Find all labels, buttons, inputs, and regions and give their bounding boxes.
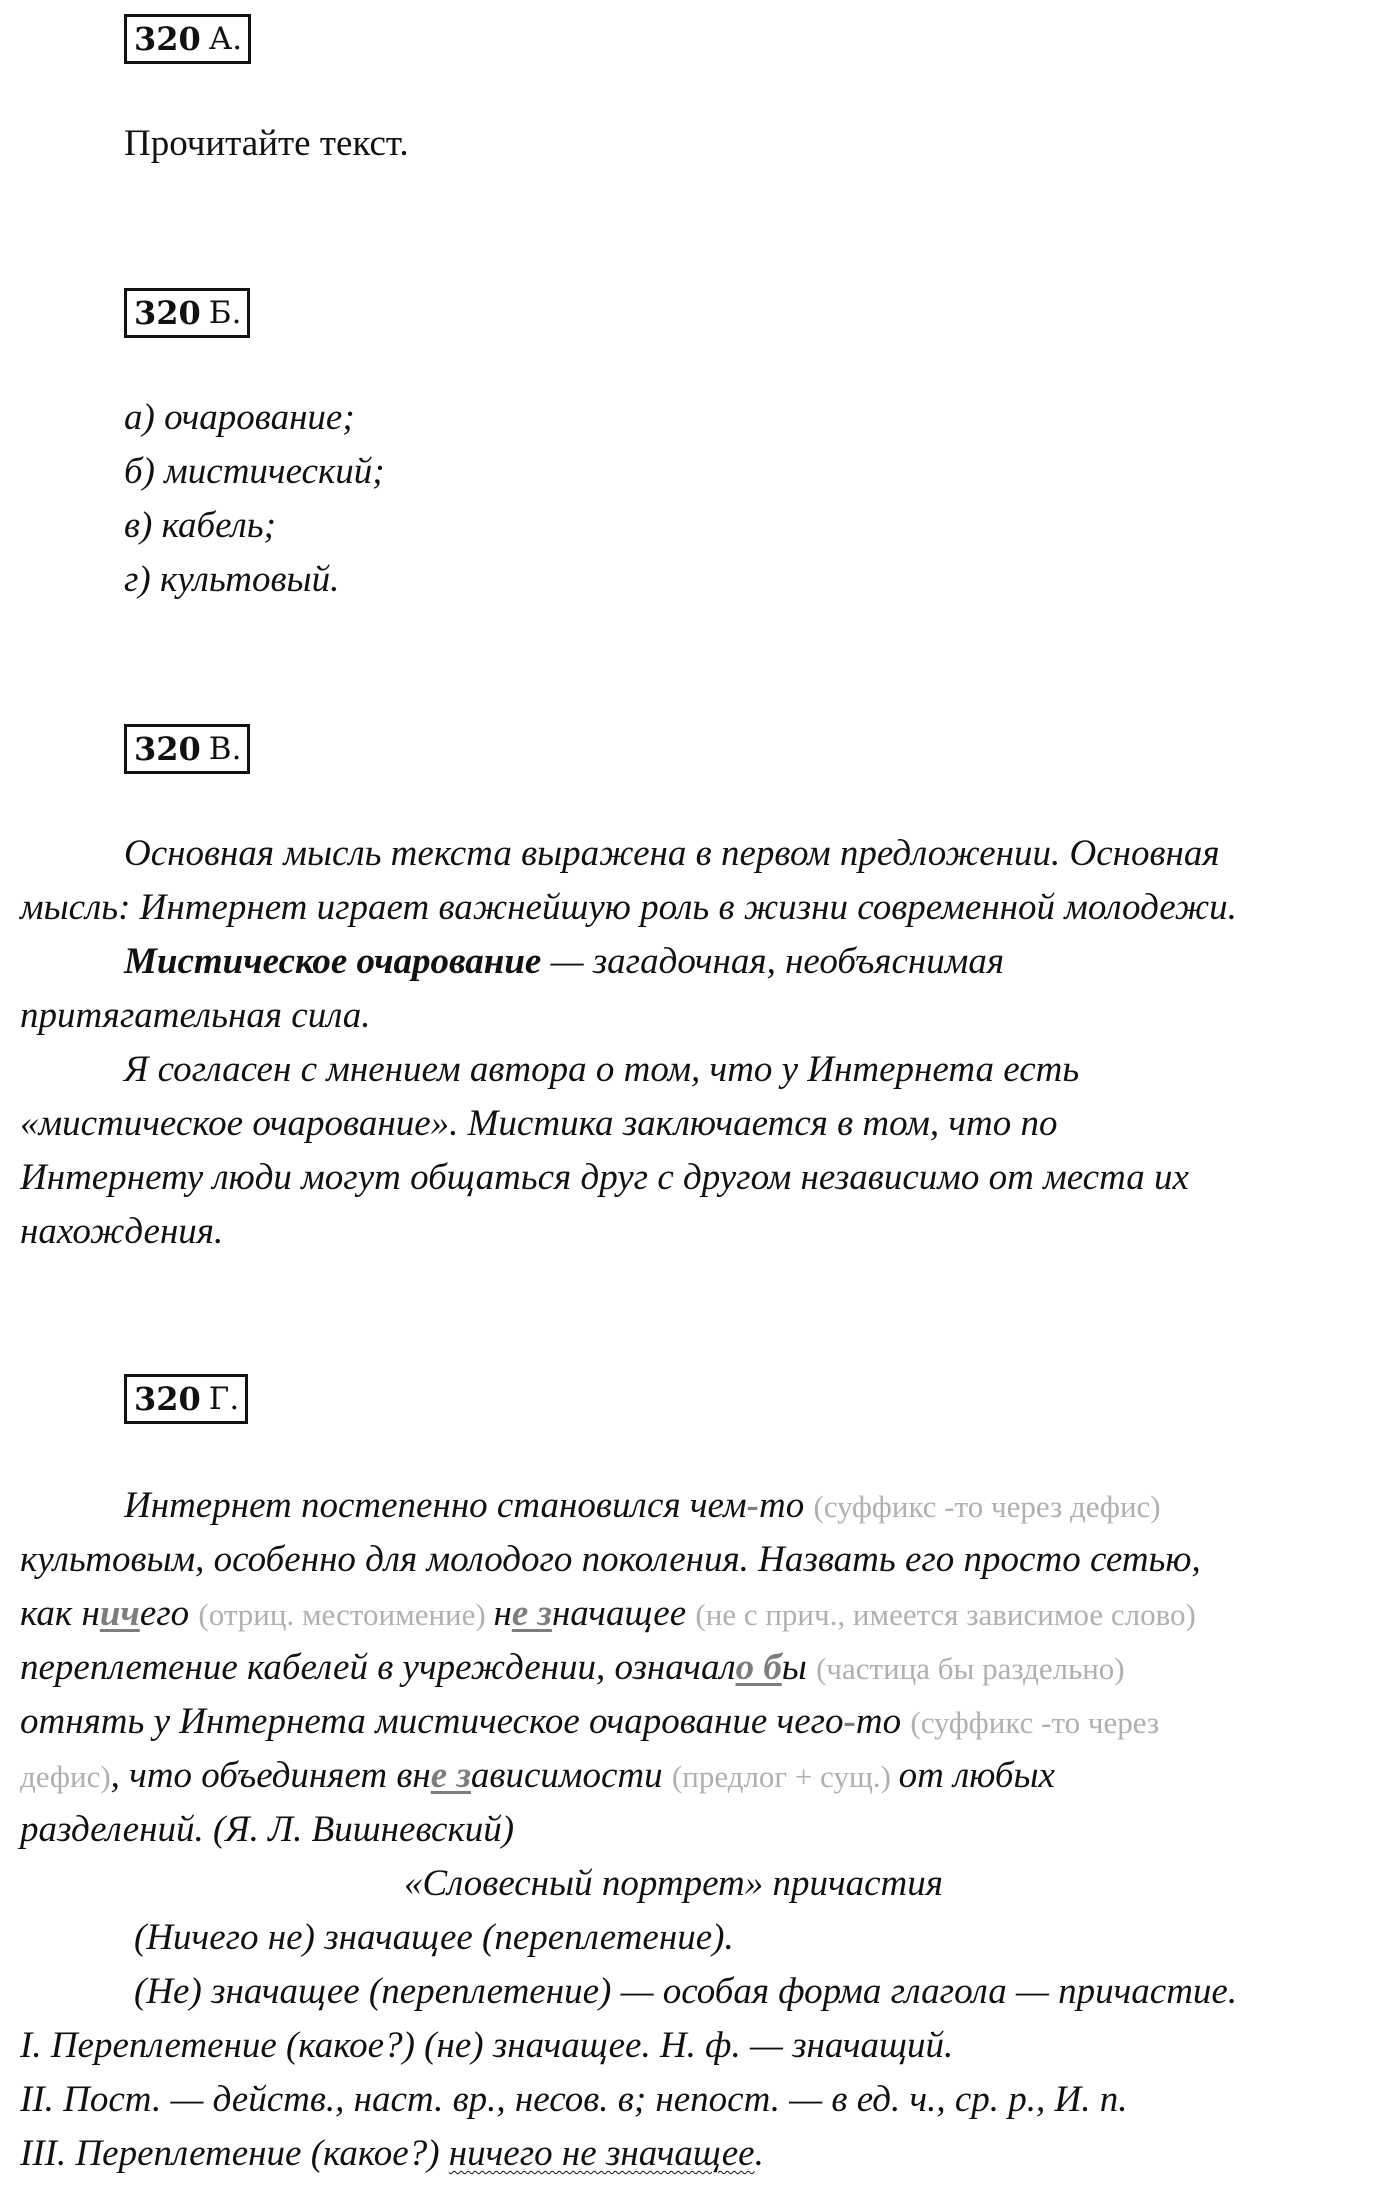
paragraph-line: мысль: Интернет играет важнейшую роль в жизни современной молодежи. <box>20 887 1237 928</box>
text-fragment: то <box>759 1485 814 1526</box>
grammar-note: дефис) <box>20 1759 111 1794</box>
exercise-header-v <box>124 724 250 774</box>
spelling-highlight: ич <box>99 1593 140 1634</box>
grammar-note: (отриц. местоимение) <box>198 1597 494 1632</box>
exercise-number-box <box>124 1374 248 1424</box>
exercise-header-b <box>124 288 250 338</box>
spelling-highlight: е з <box>511 1593 552 1634</box>
exercise-number: 320 <box>134 730 201 768</box>
exercise-header-g <box>124 1374 248 1424</box>
text-fragment: переплетение кабелей в учреждении, означал <box>20 1647 736 1688</box>
list-item: в) кабель; <box>124 505 276 546</box>
text-fragment: ависимости <box>470 1755 672 1796</box>
exercise-letter: Г. <box>208 1381 240 1417</box>
text-fragment: III. Переплетение (какое?) <box>20 2133 449 2174</box>
exercise-number: 320 <box>134 294 201 332</box>
text-line <box>20 1592 1196 1635</box>
exercise-number-box <box>124 724 250 774</box>
text-fragment: начащее <box>551 1593 696 1634</box>
text-fragment: н <box>493 1593 512 1634</box>
exercise-number-box <box>124 288 250 338</box>
grammar-note: (предлог + сущ.) <box>671 1759 899 1794</box>
analysis-line: I. Переплетение (какое?) (не) значащее. Н. ф. — значащий. <box>20 2025 954 2066</box>
text-line <box>20 1754 1055 1797</box>
text-line: (Ничего не) значащее (переплетение). <box>134 1917 734 1958</box>
term: Мистическое очарование <box>124 941 542 982</box>
text-fragment: отнять у Интернета мистическое очарование чего <box>20 1701 844 1742</box>
paragraph-line: Интернету люди могут общаться друг с другом независимо от места их <box>20 1157 1189 1198</box>
text-fragment: то <box>855 1701 911 1742</box>
instruction-text: Прочитайте текст. <box>124 123 409 164</box>
grammar-note: (суффикс -то через <box>910 1705 1160 1740</box>
paragraph-line: Я согласен с мнением автора о том, что у Интернета есть <box>124 1049 1080 1090</box>
text-line <box>20 1700 1159 1743</box>
grammar-note: (суффикс -то через дефис) <box>813 1489 1161 1524</box>
spelling-highlight: е з <box>430 1755 471 1796</box>
text-fragment: от любых <box>898 1755 1055 1796</box>
definition-line <box>124 940 1004 983</box>
list-item: б) мистический; <box>124 451 385 492</box>
centered-heading: «Словесный портрет» причастия <box>404 1863 943 1904</box>
text-line: (Не) значащее (переплетение) — особая форма глагола — причастие. <box>134 1971 1238 2012</box>
text-line <box>124 1484 1161 1527</box>
text-fragment: как н <box>20 1593 100 1634</box>
text-fragment: его <box>139 1593 199 1634</box>
definition-text: — загадочная, необъяснимая <box>541 941 1005 982</box>
analysis-line: II. Пост. — действ., наст. вр., несов. в; непост. — в ед. ч., ср. р., И. п. <box>20 2079 1128 2120</box>
paragraph-line: Основная мысль текста выражена в первом предложении. Основная <box>124 833 1220 874</box>
text-line: культовым, особенно для молодого поколения. Назвать его просто сетью, <box>20 1539 1201 1580</box>
wavy-underlined-phrase: ничего не значащее <box>448 2133 755 2174</box>
analysis-line <box>20 2132 764 2175</box>
text-fragment: . <box>754 2133 764 2174</box>
exercise-number: 320 <box>134 20 201 58</box>
grammar-note: (не с прич., имеется зависимое слово) <box>695 1597 1196 1632</box>
list-item: а) очарование; <box>124 397 355 438</box>
list-item: г) культовый. <box>124 559 340 600</box>
text-fragment: , что объединяет вн <box>110 1755 431 1796</box>
exercise-number-box <box>124 14 251 64</box>
exercise-letter: Б. <box>208 295 242 331</box>
paragraph-line: притягательная сила. <box>20 995 371 1036</box>
text-line: разделений. (Я. Л. Вишневский) <box>20 1809 515 1850</box>
highlight-hyphen: - <box>746 1485 759 1526</box>
exercise-letter: В. <box>208 731 242 767</box>
exercise-header-a <box>124 14 251 64</box>
paragraph-line: нахождения. <box>20 1211 224 1252</box>
highlight-hyphen: - <box>843 1701 856 1742</box>
text-fragment: ы <box>781 1647 817 1688</box>
paragraph-line: «мистическое очарование». Мистика заключается в том, что по <box>20 1103 1058 1144</box>
grammar-note: (частица бы раздельно) <box>816 1651 1125 1686</box>
exercise-number: 320 <box>134 1380 201 1418</box>
text-line <box>20 1646 1125 1689</box>
text-fragment: Интернет постепенно становился чем <box>124 1485 747 1526</box>
spelling-highlight: о б <box>735 1647 782 1688</box>
exercise-letter: А. <box>208 21 243 57</box>
